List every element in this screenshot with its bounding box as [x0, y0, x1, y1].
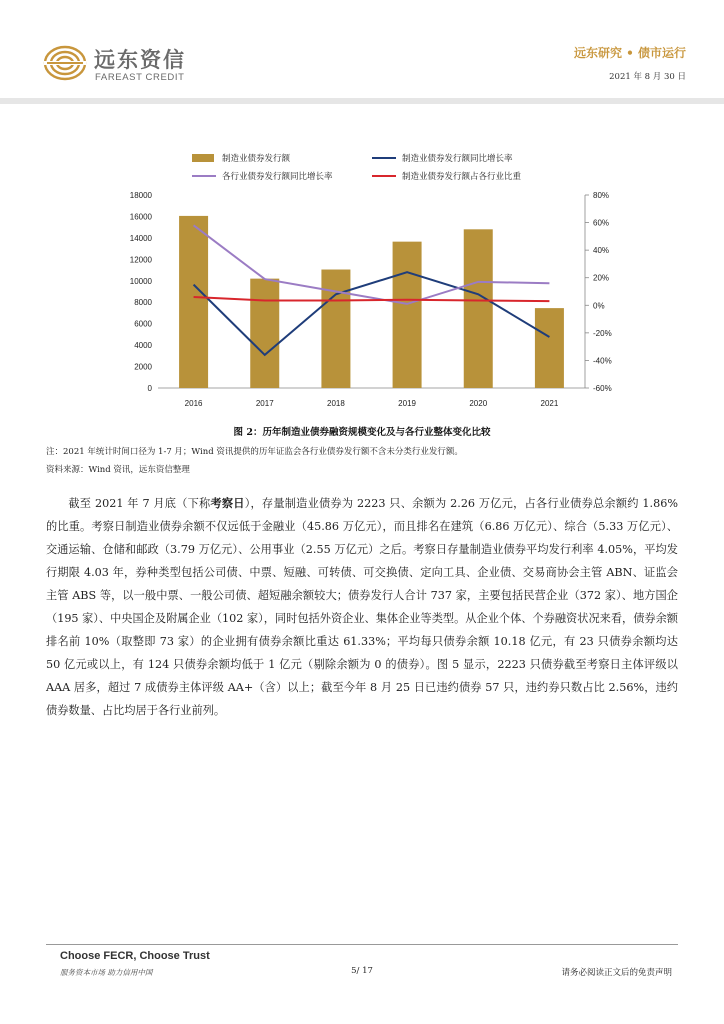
footer-divider	[46, 944, 678, 945]
bar-mark	[464, 229, 493, 388]
footer-slogan: Choose FECR, Choose Trust	[60, 950, 210, 962]
header-divider	[0, 98, 724, 104]
body-paragraph: 截至 2021 年 7 月底（下称考察日），存量制造业债券为 2223 只、余额为 2.26 万亿元，占各行业债券总余额约 1.86%的比重。考察日制造业债券余额不仅远低于金融业（45.86 万亿元），而且排名在建筑（6.86 万亿元）、综合（5.33 万亿元）、交通运输、仓储和邮政（3.79 万亿元）、公用事业（2.55 万亿元）之后。考察日存量制造业债券平均发行利率 4.05%，平均发行期限 4.03 年，券种类型包括公司债、中票、短融、可转债、可交换债、定向工具、企业债、交易商协会主管 ABN、证监会主管 ABS 等，以一般中票、一般公司债、超短融余额较大；债券发行人合计 737 家，主要包括民营企业（372 家）、地方国企（195 家）、中央国企及附属企业（102 家），同时包括外资企业、集体企业等类型。从企业个体、个券融资状况来看，债券余额排名前 10%（取整即 73 家）的企业拥有债券余额比重达 61.33%；平均每只债券余额 10.18 亿元，有 23 只债券余额均达 50 亿元或以上，有 124 只债券余额均低于 1 亿元（剔除余额为 0 的债券）。图 5 显示，2223 只债券截至考察日主体评级以 AAA 居多，超过 7 成债券主体评级 AA+（含）以上；截至今年 8 月 25 日已违约债券 57 只，违约券只数占比 2.56%，违约债券数量、占比均居于各行业前列。	[46, 496, 678, 717]
right-tick-label: 40%	[593, 246, 610, 256]
right-tick-label: -40%	[593, 356, 612, 366]
right-tick-label: 60%	[593, 218, 610, 228]
figure-note: 注：2021 年统计时间口径为 1-7 月；Wind 资讯提供的历年证监会各行业债券发行额不含未分类行业发行额。	[46, 447, 463, 457]
bar-mark	[250, 279, 279, 388]
left-tick-label: 6000	[134, 319, 152, 329]
logo-text-en: FAREAST CREDIT	[95, 72, 185, 83]
bar-mark	[179, 216, 208, 388]
left-tick-label: 8000	[134, 298, 152, 308]
right-tick-label: 0%	[593, 301, 605, 311]
legend-swatch	[192, 154, 214, 162]
x-tick-label: 2020	[469, 399, 488, 408]
legend-label: 制造业债券发行额占各行业比重	[402, 171, 522, 181]
series-line	[194, 225, 550, 304]
bar-mark	[535, 308, 564, 388]
fareast-logo-icon	[42, 44, 88, 82]
left-tick-label: 14000	[129, 233, 152, 243]
figure-caption: 图 2：历年制造业债券融资规模变化及与各行业整体变化比较	[233, 427, 491, 438]
left-tick-label: 18000	[129, 191, 152, 200]
footer-subslogan: 服务资本市场 助力信用中国	[60, 968, 153, 977]
page-number: 5/ 17	[351, 966, 373, 976]
section-title: 远东研究 • 债市运行	[573, 46, 686, 60]
x-tick-label: 2016	[184, 399, 203, 408]
right-tick-label: -60%	[593, 384, 612, 393]
logo-text-cn: 远东资信	[94, 48, 186, 72]
figure-source: 资料来源：Wind 资讯，远东资信整理	[46, 465, 190, 475]
bold-term: 考察日	[210, 496, 245, 510]
left-tick-label: 12000	[129, 255, 152, 265]
right-tick-label: 80%	[593, 191, 610, 200]
left-tick-label: 0	[147, 384, 152, 393]
disclaimer-note: 请务必阅读正文后的免责声明	[561, 968, 672, 978]
left-tick-label: 4000	[134, 341, 152, 351]
bar-mark	[321, 270, 350, 388]
legend-label: 制造业债券发行额同比增长率	[402, 153, 513, 163]
x-tick-label: 2021	[540, 399, 559, 408]
left-tick-label: 2000	[134, 362, 152, 372]
report-date: 2021 年 8 月 30 日	[609, 72, 686, 82]
right-tick-label: -20%	[593, 328, 612, 338]
bond-issuance-chart	[129, 145, 630, 415]
left-tick-label: 10000	[129, 276, 152, 286]
legend-label: 各行业债券发行额同比增长率	[222, 171, 333, 181]
x-tick-label: 2017	[255, 399, 274, 408]
x-tick-label: 2018	[327, 399, 345, 408]
left-tick-label: 16000	[129, 212, 152, 222]
right-tick-label: 20%	[593, 273, 610, 283]
series-line	[194, 272, 550, 355]
x-tick-label: 2019	[398, 399, 416, 408]
legend-label: 制造业债券发行额	[222, 153, 291, 163]
bar-mark	[393, 242, 422, 388]
